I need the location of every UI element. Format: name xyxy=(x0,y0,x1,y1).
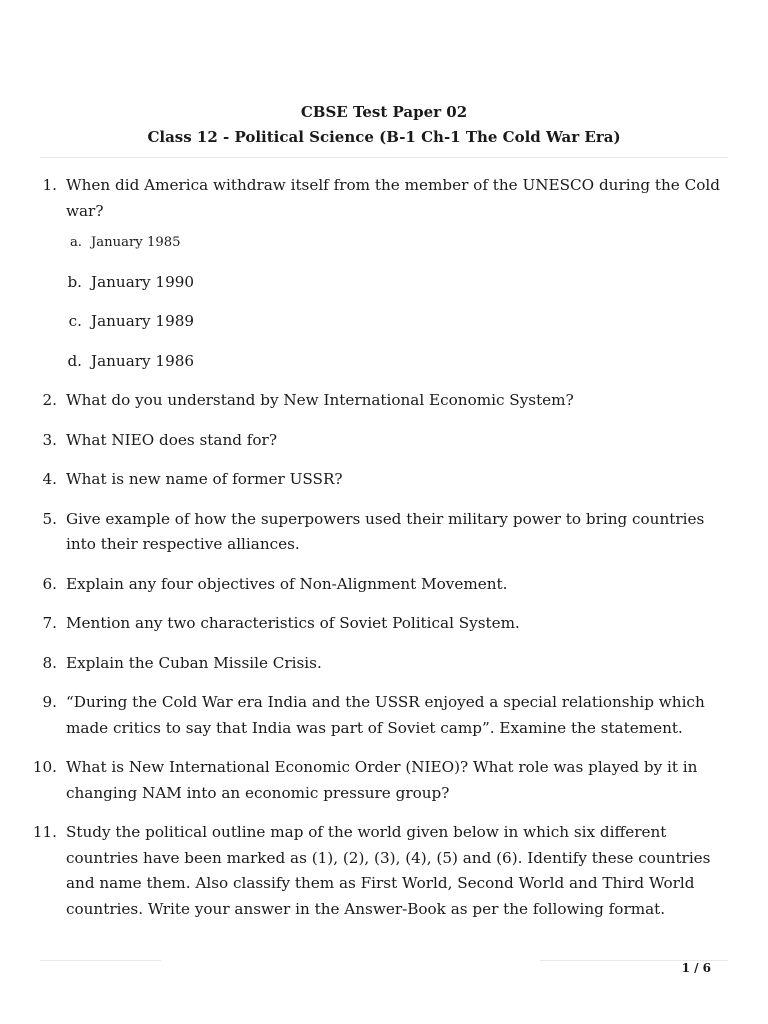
footer-divider-left xyxy=(40,960,161,961)
document-title: CBSE Test Paper 02 xyxy=(300,103,468,121)
page-number: 1 / 6 xyxy=(681,961,711,975)
question-number: 7. xyxy=(42,614,57,632)
question-number: 1. xyxy=(42,176,57,194)
option-letter: d. xyxy=(67,351,82,370)
question-text: What is New International Economic Order (NIEO)? What role was played by it in changing NAM into an economic pressure group? xyxy=(66,758,698,802)
question-number: 9. xyxy=(42,693,57,711)
question-number: 6. xyxy=(42,574,57,593)
question-9 xyxy=(0,690,768,741)
question-3 xyxy=(0,428,768,454)
question-text: Mention any two characteristics of Soviet Political System. xyxy=(66,614,520,632)
question-number: 5. xyxy=(42,509,57,528)
option-text: January 1990 xyxy=(91,272,195,291)
question-6 xyxy=(0,572,768,598)
question-5 xyxy=(0,507,768,558)
question-text: Explain the Cuban Missile Crisis. xyxy=(66,653,322,672)
question-text: What is new name of former USSR? xyxy=(66,470,343,488)
question-text: When did America withdraw itself from the member of the UNESCO during the Cold war? xyxy=(66,176,720,220)
option-a xyxy=(66,230,736,256)
option-text: January 1989 xyxy=(91,312,195,330)
question-7 xyxy=(0,611,768,637)
document-header xyxy=(0,100,768,150)
question-text: “During the Cold War era India and the USSR enjoyed a special relationship which made critics to say that India was part of Soviet camp”. Examine the statement. xyxy=(66,693,705,737)
option-d xyxy=(66,349,736,375)
question-4 xyxy=(0,467,768,493)
question-number: 4. xyxy=(42,470,57,488)
question-text: What NIEO does stand for? xyxy=(66,430,277,449)
option-list xyxy=(66,230,736,374)
document-subtitle: Class 12 - Political Science (B-1 Ch-1 The Cold War Era) xyxy=(147,128,621,146)
question-number: 2. xyxy=(42,391,57,409)
option-text: January 1985 xyxy=(91,235,181,250)
question-text: Study the political outline map of the world given below in which six different countries have been marked as (1), (2), (3), (4), (5) and (6). Identify these countries and name them. Also classify them as First World, Second World and Third World countries. Write your answer in the Answer-Book as per the following format. xyxy=(66,823,711,918)
option-text: January 1986 xyxy=(91,351,195,370)
question-11 xyxy=(0,820,768,922)
question-list xyxy=(0,173,768,936)
option-letter: a. xyxy=(69,235,82,250)
question-text: What do you understand by New International Economic System? xyxy=(66,391,574,409)
question-number: 10. xyxy=(32,758,57,776)
question-1 xyxy=(0,173,768,374)
option-letter: b. xyxy=(67,272,82,291)
question-number: 3. xyxy=(42,430,57,449)
option-c xyxy=(66,309,736,335)
question-2 xyxy=(0,388,768,414)
question-text: Explain any four objectives of Non-Alignment Movement. xyxy=(66,574,508,593)
question-8 xyxy=(0,651,768,677)
header-divider xyxy=(40,157,728,158)
question-10 xyxy=(0,755,768,806)
question-text: Give example of how the superpowers used their military power to bring countries into their respective alliances. xyxy=(66,509,705,553)
option-b xyxy=(66,270,736,296)
question-number: 11. xyxy=(32,823,57,841)
option-letter: c. xyxy=(68,312,82,330)
question-number: 8. xyxy=(42,653,57,672)
